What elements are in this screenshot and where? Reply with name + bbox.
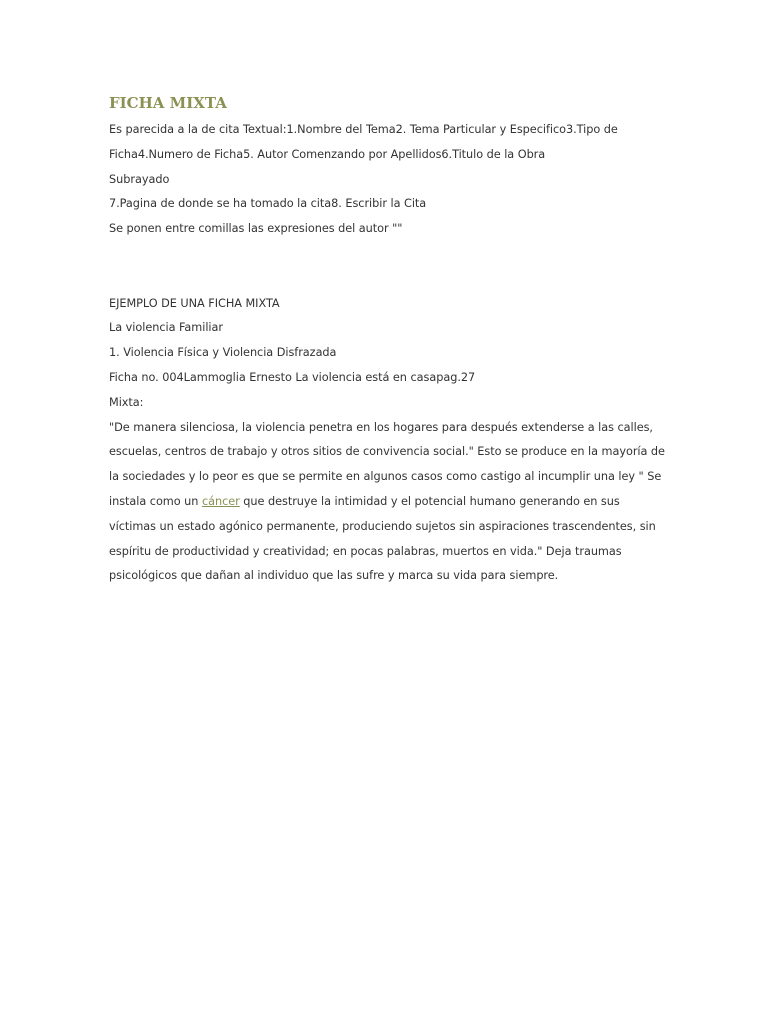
intro-line: Es parecida a la de cita Textual:1.Nombre del Tema2. Tema Particular y Especifico3.Tipo de xyxy=(109,123,618,136)
example-subtopic: 1. Violencia Física y Violencia Disfrazada xyxy=(109,346,337,360)
intro-line: Se ponen entre comillas las expresiones del autor "" xyxy=(109,222,403,236)
quote-line: psicológicos que dañan al individuo que las sufre y marca su vida para siempre. xyxy=(109,569,559,583)
intro-line: Ficha4.Numero de Ficha5. Autor Comenzando por Apellidos6.Titulo de la Obra xyxy=(109,147,546,161)
quote-line: la sociedades y lo peor es que se permite en algunos casos como castigo al incumplir una ley " Se xyxy=(109,470,662,484)
quote-line-with-link xyxy=(109,490,669,515)
cancer-link[interactable]: cáncer xyxy=(201,494,240,508)
quote-line: escuelas, centros de trabajo y otros sitios de convivencia social." Esto se produce en la mayoría de xyxy=(109,445,665,459)
example-topic: La violencia Familiar xyxy=(109,321,223,335)
example-type: Mixta: xyxy=(109,395,144,409)
section-spacer xyxy=(109,242,669,292)
quote-text: instala como un xyxy=(109,494,202,508)
quote-line: víctimas un estado agónico permanente, produciendo sujetos sin aspiraciones trascendentes, sin xyxy=(109,519,656,533)
intro-line: 7.Pagina de donde se ha tomado la cita8. Escribir la Cita xyxy=(109,197,427,211)
example-ficha: Ficha no. 004Lammoglia Ernesto La violencia está en casapag.27 xyxy=(109,370,476,384)
intro-line: Subrayado xyxy=(109,172,170,186)
page-title: FICHA MIXTA xyxy=(109,94,227,112)
document-content xyxy=(109,92,669,589)
example-heading: EJEMPLO DE UNA FICHA MIXTA xyxy=(109,296,280,310)
quote-line: espíritu de productividad y creatividad; en pocas palabras, muertos en vida." Deja traumas xyxy=(109,544,622,558)
quote-text: que destruye la intimidad y el potencial humano generando en sus xyxy=(239,494,620,508)
quote-line: "De manera silenciosa, la violencia penetra en los hogares para después extenderse a las calles, xyxy=(109,420,653,434)
